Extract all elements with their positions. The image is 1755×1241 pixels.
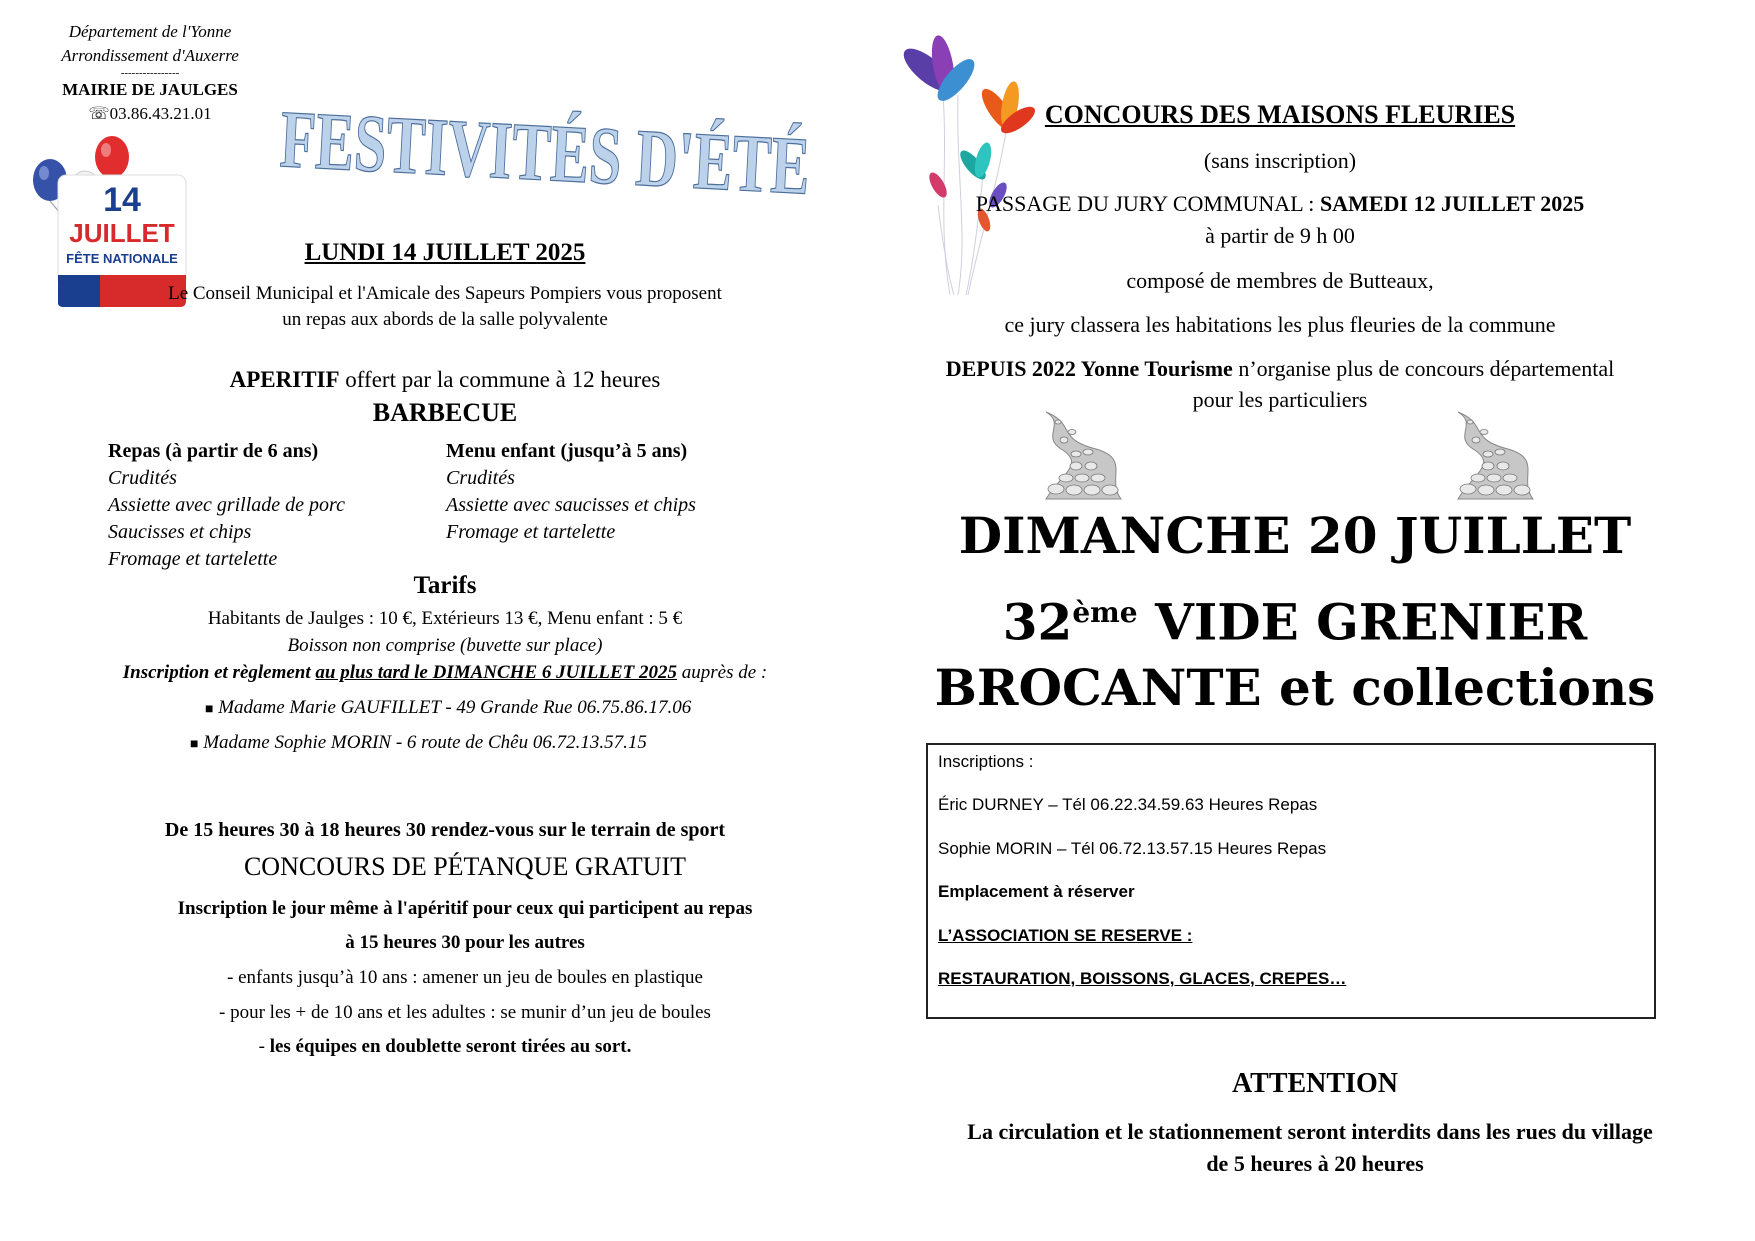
vide-number: 32 [1002,592,1073,652]
circulation-line-2: de 5 heures à 20 heures [1206,1151,1424,1176]
badge-day: 14 [103,181,141,219]
festivites-title-text: FESTIVITÉS D'ÉTÉ [278,93,1032,224]
tarifs-title: Tarifs [413,572,477,599]
list-item: Assiette avec grillade de porc [108,494,345,516]
aperitif-line [100,366,790,394]
inscription-a: Inscription et règlement [122,662,316,683]
dept-label: Département de l'Yonne [68,22,232,41]
bullet-icon: ■ [190,737,199,752]
petanque-line-1: Inscription le jour même à l'apéritif pour ceux qui participent au repas [177,898,753,919]
jury-classera: ce jury classera les habitations les plus fleuries de la commune [1004,312,1556,337]
vide-superscript: ème [1072,596,1138,629]
contact-durney: Éric DURNEY – Tél 06.22.34.59.63 Heures Repas [938,795,1318,815]
petanque-line-5 [60,1035,830,1059]
depuis-bold: DEPUIS 2022 Yonne Tourisme [945,356,1233,381]
contact-1: Madame Marie GAUFILLET - 49 Grande Rue 06.75.86.17.06 [213,697,692,718]
bullet-icon: ■ [205,702,214,717]
barbecue-title: BARBECUE [372,398,518,427]
compose-de: composé de membres de Butteaux, [1126,268,1434,293]
inscription-deadline-date: le DIMANCHE 6 JUILLET 2025 [414,662,677,683]
boisson-line: Boisson non comprise (buvette sur place) [287,635,603,656]
tarifs-line: Habitants de Jaulges : 10 €, Extérieurs 13 €, Menu enfant : 5 € [207,608,683,629]
list-item: Crudités [446,467,515,489]
pour-les-particuliers: pour les particuliers [1192,387,1368,412]
depuis-2022 [880,355,1680,383]
list-item: Crudités [108,467,177,489]
repas-menu [108,438,438,573]
inscription-deadline-underlined: au plus tard [315,662,415,683]
petanque-title: CONCOURS DE PÉTANQUE GRATUIT [243,852,687,881]
association-reserve: L’ASSOCIATION SE RESERVE : [938,925,1193,945]
arrondissement-label: Arrondissement d'Auxerre [61,46,239,65]
inscription-line [60,661,830,685]
intro-line-2: un repas aux abords de la salle polyvalente [282,309,608,330]
circulation-line-1: La circulation et le stationnement seront interdits dans les rues du village [967,1119,1653,1144]
inscription-c: auprès de : [677,662,768,683]
inscriptions-box [926,743,1656,1019]
flower-purple [897,34,980,107]
intro-line-1: Le Conseil Municipal et l'Amicale des Sapeurs Pompiers vous proposent [168,283,722,304]
list-item: Fromage et tartelette [108,548,278,570]
aperitif-bold: APERITIF [229,367,340,392]
flowers-illustration [888,25,1048,300]
a-partir-de: à partir de 9 h 00 [1205,223,1355,248]
petanque-time: De 15 heures 30 à 18 heures 30 rendez-vous sur le terrain de sport [164,819,726,841]
attention-heading: ATTENTION [1232,1068,1398,1099]
list-item: Assiette avec saucisses et chips [446,494,696,516]
list-item: Saucisses et chips [108,521,252,543]
telephone-icon: ☏ [88,104,110,123]
passage-date: SAMEDI 12 JUILLET 2025 [1319,191,1585,216]
vide-grenier-heading [900,583,1690,653]
petanque-doublette: les équipes en doublette seront tirées au sort. [269,1036,632,1057]
cobblestone-path-right-icon [1448,404,1558,502]
flower-teal [956,141,994,183]
petanque-line-4: - pour les + de 10 ans et les adultes : se munir d’un jeu de boules [219,1002,711,1023]
repas-title: Repas (à partir de 6 ans) [108,440,319,462]
passage-label: PASSAGE DU JURY COMMUNAL : [975,191,1320,216]
contact-morin: Sophie MORIN – Tél 06.72.13.57.15 Heures Repas [938,838,1327,858]
inscriptions-label: Inscriptions : [938,752,1034,771]
aperitif-rest: offert par la commune à 12 heures [339,367,661,392]
brocante-heading: BROCANTE et collections [934,658,1656,717]
contact-line-2 [190,731,790,757]
badge-label: FÊTE NATIONALE [66,251,178,266]
dimanche-heading: DIMANCHE 20 JUILLET [958,506,1632,565]
mairie-name: MAIRIE DE JAULGES [62,80,238,99]
mairie-header [30,20,270,126]
depuis-rest: n’organise plus de concours départemental [1232,356,1615,381]
list-item: Fromage et tartelette [446,521,616,543]
cobblestone-path-left-icon [1036,404,1146,502]
header-separator: ---------------- [120,67,180,79]
sans-inscription: (sans inscription) [1203,148,1357,173]
petanque-dash: - [258,1036,270,1057]
menu-enfant-title: Menu enfant (jusqu’à 5 ans) [446,440,688,462]
emplacement-reserver: Emplacement à réserver [938,882,1135,902]
badge-month: JUILLET [69,218,175,248]
passage-jury [900,190,1660,218]
event-date-lundi: LUNDI 14 JUILLET 2025 [304,239,586,266]
contact-2: Madame Sophie MORIN - 6 route de Chêu 06.72.13.57.15 [198,732,647,753]
restauration-line: RESTAURATION, BOISSONS, GLACES, CREPES… [938,968,1347,988]
petanque-line-3: - enfants jusqu’à 10 ans : amener un jeu de boules en plastique [227,967,703,988]
phone-number: 03.86.43.21.01 [109,104,212,123]
concours-maisons-title: CONCOURS DES MAISONS FLEURIES [1044,100,1516,129]
contact-line-1 [205,696,805,722]
vide-title: VIDE GRENIER [1137,592,1588,652]
menu-enfant [446,438,786,546]
phone-line [30,102,270,126]
petanque-line-2: à 15 heures 30 pour les autres [345,932,585,953]
festivites-title [265,85,1032,224]
